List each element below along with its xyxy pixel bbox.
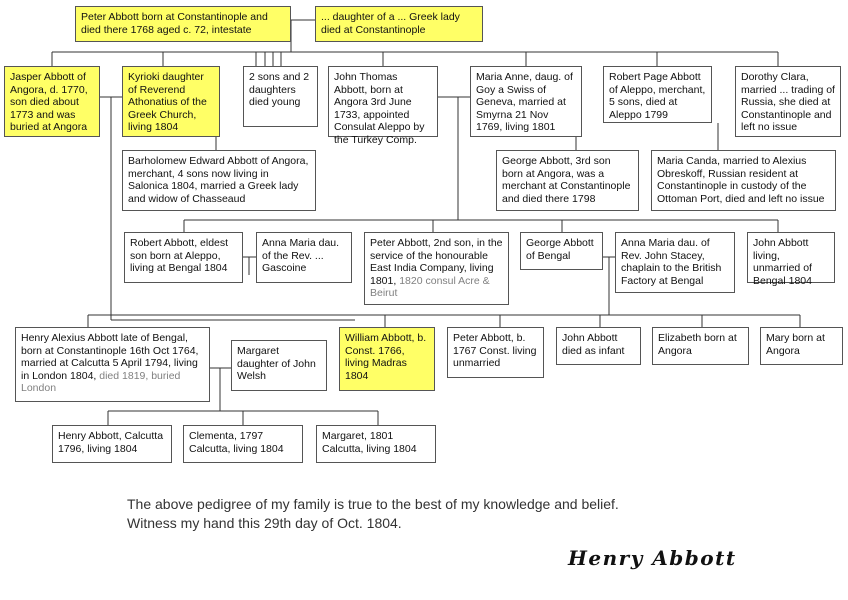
person-henry-abbott-calcutta: Henry Abbott, Calcutta 1796, living 1804 [52, 425, 172, 463]
person-john-abbott-infant: John Abbott died as infant [556, 327, 641, 365]
person-maria-anne: Maria Anne, daug. of Goy a Swiss of Geneva, married at Smyrna 21 Nov 1769, living 1801 [470, 66, 582, 137]
person-elizabeth: Elizabeth born at Angora [652, 327, 749, 365]
person-margaret-1801: Margaret, 1801 Calcutta, living 1804 [316, 425, 436, 463]
person-george-abbott-bengal: George Abbott of Bengal [520, 232, 603, 270]
person-margaret-welsh: Margaret daughter of John Welsh [231, 340, 327, 391]
person-peter-abbott-1767: Peter Abbott, b. 1767 Const. living unmarried [447, 327, 544, 378]
person-george-abbott-3rd: George Abbott, 3rd son born at Angora, was a merchant at Constantinople and died there 1798 [496, 150, 639, 211]
person-clementa: Clementa, 1797 Calcutta, living 1804 [183, 425, 303, 463]
person-robert-abbott-eldest: Robert Abbott, eldest son born at Aleppo, living at Bengal 1804 [124, 232, 243, 283]
attestation-line-2: Witness my hand this 29th day of Oct. 1804. [127, 515, 402, 531]
note-died-1819: died 1819, buried London [21, 369, 181, 394]
person-jasper-abbott: Jasper Abbott of Angora, d. 1770, son died about 1773 and was buried at Angora [4, 66, 100, 137]
person-sons-daughters-died-young: 2 sons and 2 daughters died young [243, 66, 318, 127]
person-peter-abbott-2nd: Peter Abbott, 2nd son, in the service of the honourable East India Company, living 1801, 1820 consul Acre & Beirut [364, 232, 509, 305]
person-william-abbott: William Abbott, b. Const. 1766, living Madras 1804 [339, 327, 435, 391]
person-john-abbott-unmarried: John Abbott living, unmarried of Bengal 1804 [747, 232, 835, 283]
person-henry-alexius-abbott: Henry Alexius Abbott late of Bengal, born at Constantinople 16th Oct 1764, married at Calcutta 5 April 1794, living in London 1804, died 1819, buried London [15, 327, 210, 402]
person-john-thomas-abbott: John Thomas Abbott, born at Angora 3rd June 1733, appointed Consulat Aleppo by the Turkey Comp. [328, 66, 438, 137]
person-kyrioki: Kyrioki daughter of Reverend Athonatius of the Greek Church, living 1804 [122, 66, 220, 137]
person-barholomew-abbott: Barholomew Edward Abbott of Angora, merchant, 4 sons now living in Salonica 1804, married a Greek lady and widow of Chasseaud [122, 150, 316, 211]
note-consul-acre-beirut: 1820 consul Acre & Beirut [370, 274, 490, 299]
person-robert-page-abbott: Robert Page Abbott of Aleppo, merchant, 5 sons, died at Aleppo 1799 [603, 66, 712, 123]
person-anna-maria-gascoine: Anna Maria dau. of the Rev. ... Gascoine [256, 232, 352, 283]
person-dorothy-clara: Dorothy Clara, married ... trading of Russia, she died at Constantinople and left no issue [735, 66, 841, 137]
attestation-line-1: The above pedigree of my family is true to the best of my knowledge and belief. [127, 496, 619, 512]
person-greek-lady: ... daughter of a ... Greek lady died at Constantinople [315, 6, 483, 42]
person-mary: Mary born at Angora [760, 327, 843, 365]
person-anna-maria-stacey: Anna Maria dau. of Rev. John Stacey, chaplain to the British Factory at Bengal [615, 232, 735, 293]
person-maria-canda: Maria Canda, married to Alexius Obreskoff, Russian resident at Constantinople in custody of the Ottoman Port, died and left no issue [651, 150, 836, 211]
signature: Henry Abbott [568, 546, 737, 570]
person-peter-abbott-sr: Peter Abbott born at Constantinople and died there 1768 aged c. 72, intestate [75, 6, 291, 42]
